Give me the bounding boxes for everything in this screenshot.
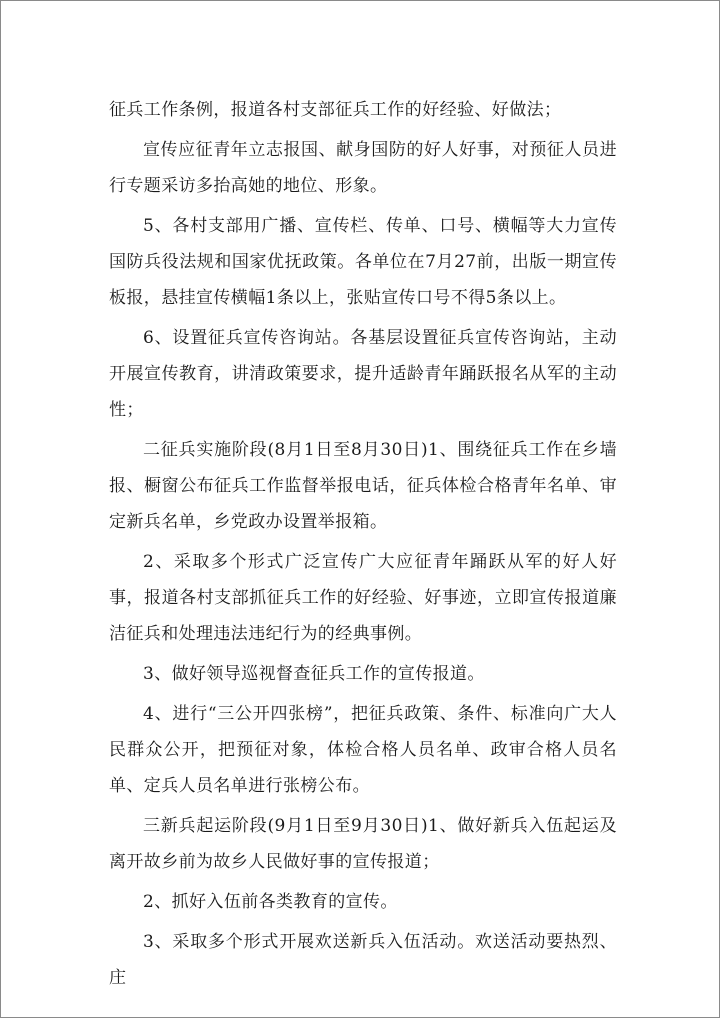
paragraph-7: 3、做好领导巡视督查征兵工作的宣传报道。 — [143, 664, 485, 684]
paragraph-9: 三新兵起运阶段(9月1日至9月30日)1、做好新兵入伍起运及离开故乡前为故乡人民做好事的宣传报道； — [109, 816, 617, 872]
paragraph-5: 二征兵实施阶段(8月1日至8月30日)1、围绕征兵工作在乡墙报、橱窗公布征兵工作监督举报电话，征兵体检合格青年名单、审定新兵名单，乡党政办设置举报箱。 — [109, 440, 617, 532]
paragraph-6: 2、采取多个形式广泛宣传广大应征青年踊跃从军的好人好事，报道各村支部抓征兵工作的好经验、好事迹，立即宣传报道廉洁征兵和处理违法违纪行为的经典事例。 — [109, 552, 617, 644]
document-body — [109, 92, 617, 1000]
paragraph-3: 5、各村支部用广播、宣传栏、传单、口号、横幅等大力宣传国防兵役法规和国家优抚政策。各单位在7月27前，出版一期宣传板报，悬挂宣传横幅1条以上，张贴宣传口号不得5条以上。 — [109, 216, 617, 308]
paragraph-2: 宣传应征青年立志报国、献身国防的好人好事，对预征人员进行专题采访多抬高她的地位、形象。 — [109, 140, 617, 196]
paragraph-10: 2、抓好入伍前各类教育的宣传。 — [143, 892, 398, 912]
paragraph-1: 征兵工作条例，报道各村支部征兵工作的好经验、好做法； — [109, 100, 562, 120]
paragraph-11: 3、采取多个形式开展欢送新兵入伍活动。欢送活动要热烈、庄 — [109, 932, 617, 988]
paragraph-4: 6、设置征兵宣传咨询站。各基层设置征兵宣传咨询站，主动开展宣传教育，讲清政策要求，提升适龄青年踊跃报名从军的主动性； — [109, 328, 617, 420]
paragraph-8: 4、进行“三公开四张榜”，把征兵政策、条件、标准向广大人民群众公开，把预征对象，体检合格人员名单、政审合格人员名单、定兵人员名单进行张榜公布。 — [109, 704, 617, 796]
